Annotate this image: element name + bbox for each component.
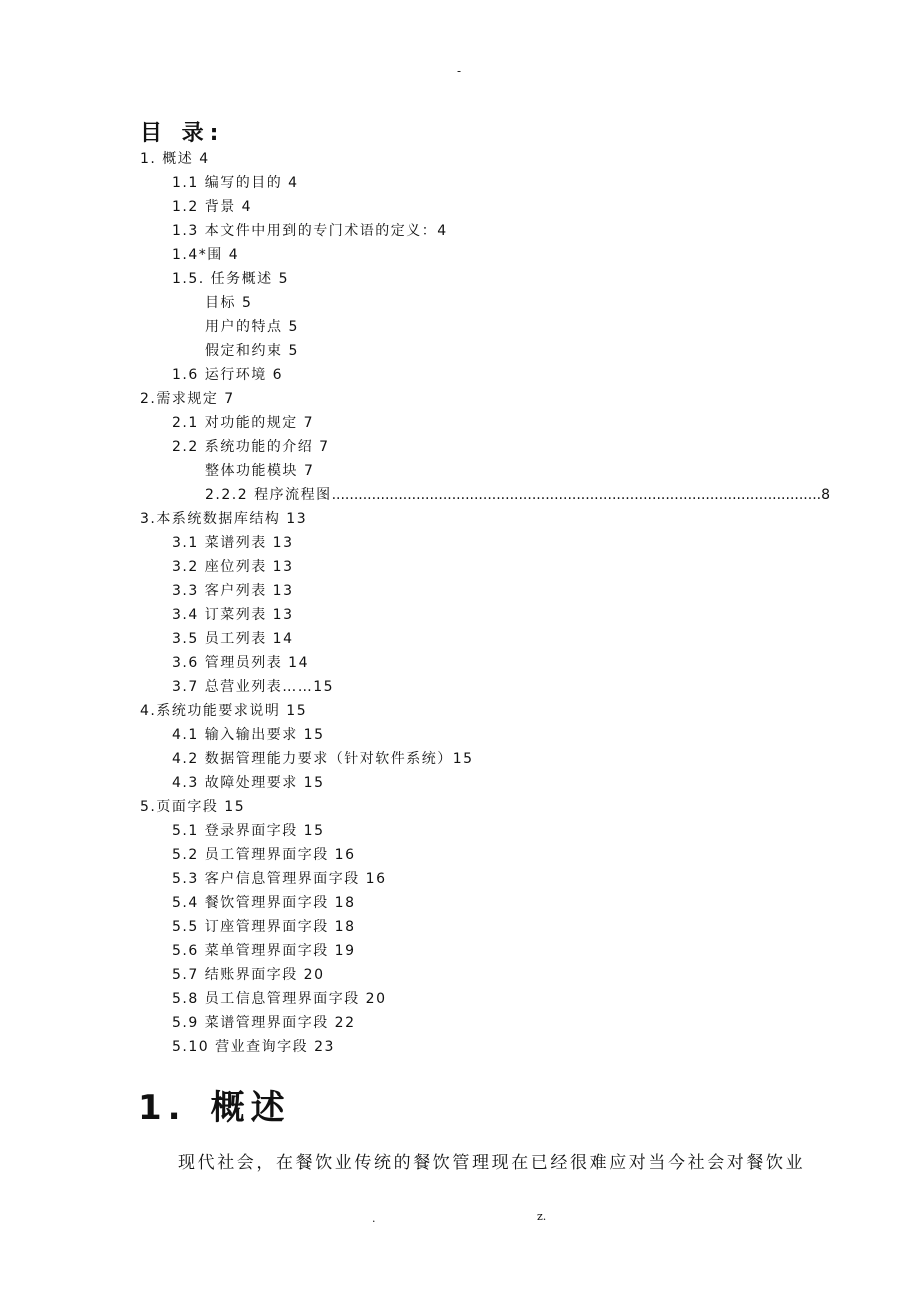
toc-entry-3-2[interactable]: 3.2 座位列表 13: [172, 559, 294, 575]
toc-entry-5-3[interactable]: 5.3 客户信息管理界面字段 16: [172, 871, 387, 887]
toc-entry-2-2-1[interactable]: 整体功能模块 7: [205, 463, 315, 479]
toc-entry-2-2[interactable]: 2.2 系统功能的介绍 7: [172, 439, 330, 455]
body-paragraph: 现代社会，在餐饮业传统的餐饮管理现在已经很难应对当今社会对餐饮业: [178, 1153, 806, 1173]
toc-entry-3-1[interactable]: 3.1 菜谱列表 13: [172, 535, 294, 551]
toc-entry-5-8[interactable]: 5.8 员工信息管理界面字段 20: [172, 991, 387, 1007]
toc-entry-4-3[interactable]: 4.3 故障处理要求 15: [172, 775, 325, 791]
toc-entry-1-5-1[interactable]: 目标 5: [205, 295, 253, 311]
toc-entry-5-7[interactable]: 5.7 结账界面字段 20: [172, 967, 325, 983]
header-mark: -: [457, 64, 462, 78]
toc-entry-5-2[interactable]: 5.2 员工管理界面字段 16: [172, 847, 356, 863]
toc-entry-3-7[interactable]: 3.7 总营业列表……15: [172, 679, 335, 695]
toc-entry-5-6[interactable]: 5.6 菜单管理界面字段 19: [172, 943, 356, 959]
toc-entry-1[interactable]: 1. 概述 4: [140, 151, 210, 167]
toc-entry-2[interactable]: 2.需求规定 7: [140, 391, 235, 407]
toc-entry-4-2[interactable]: 4.2 数据管理能力要求（针对软件系统）15: [172, 751, 474, 767]
footer-left-mark: .: [372, 1212, 376, 1225]
toc-entry-1-4[interactable]: 1.4*围 4: [172, 247, 240, 263]
toc-entry-5-4[interactable]: 5.4 餐饮管理界面字段 18: [172, 895, 356, 911]
toc-title: 目 录:: [140, 121, 225, 146]
toc-entry-3-4[interactable]: 3.4 订菜列表 13: [172, 607, 294, 623]
toc-entry-5-1[interactable]: 5.1 登录界面字段 15: [172, 823, 325, 839]
toc-entry-2-1[interactable]: 2.1 对功能的规定 7: [172, 415, 315, 431]
toc-entry-1-5-2[interactable]: 用户的特点 5: [205, 319, 299, 335]
toc-leader-dots: ..............................................................................................................: [331, 487, 822, 503]
toc-entry-5-10[interactable]: 5.10 营业查询字段 23: [172, 1039, 335, 1055]
toc-entry-4-1[interactable]: 4.1 输入输出要求 15: [172, 727, 325, 743]
toc-entry-4[interactable]: 4.系统功能要求说明 15: [140, 703, 308, 719]
toc-entry-3[interactable]: 3.本系统数据库结构 13: [140, 511, 308, 527]
toc-entry-1-5[interactable]: 1.5. 任务概述 5: [172, 271, 290, 287]
toc-page-number: 8: [821, 487, 832, 503]
toc-entry-2-2-2[interactable]: [205, 484, 832, 506]
toc-entry-3-3[interactable]: 3.3 客户列表 13: [172, 583, 294, 599]
toc-entry-5-5[interactable]: 5.5 订座管理界面字段 18: [172, 919, 356, 935]
toc-entry-1-6[interactable]: 1.6 运行环境 6: [172, 367, 284, 383]
toc-entry-5-9[interactable]: 5.9 菜谱管理界面字段 22: [172, 1015, 356, 1031]
toc-entry-3-6[interactable]: 3.6 管理员列表 14: [172, 655, 309, 671]
toc-entry-1-5-3[interactable]: 假定和约束 5: [205, 343, 299, 359]
toc-entry-text: 2.2.2 程序流程图: [205, 487, 332, 503]
footer-right-mark: z.: [537, 1210, 547, 1223]
toc-entry-5[interactable]: 5.页面字段 15: [140, 799, 246, 815]
section-title: 概述: [210, 1088, 291, 1128]
toc-entry-1-3[interactable]: 1.3 本文件中用到的专门术语的定义：4: [172, 223, 448, 239]
section-number: 1.: [138, 1088, 187, 1128]
toc-entry-1-2[interactable]: 1.2 背景 4: [172, 199, 253, 215]
toc-entry-1-1[interactable]: 1.1 编写的目的 4: [172, 175, 299, 191]
section-heading: [138, 1080, 291, 1129]
toc-entry-3-5[interactable]: 3.5 员工列表 14: [172, 631, 294, 647]
